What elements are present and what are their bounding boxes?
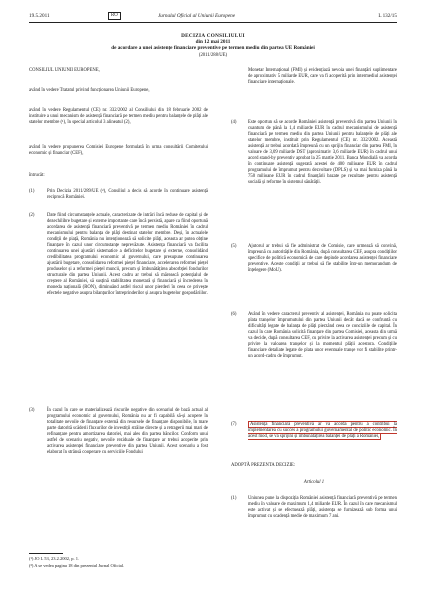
highlighted-passage: Asistența financiară preventivă ar va acorda pentru a contribui la implementarea cu succes a programului guvernamental de politic economic. În acest mod, se va sprijini și îmbunătățirea balanței de plăți a României, [248,422,397,439]
having-regard-regulation: având în vedere Regulamentul (CE) nr. 332/2002 al Consiliului din 18 februarie 2002 de instituire a unui mecanism de asistență financiară pe termen mediu pentru balanțele de plăți ale statelor membre (¹), în special articolul 3 alineatul (2), [29,108,208,125]
footnote-divider [29,553,63,554]
recital-1: Prin Decizia 2011/289/UE (²), Consiliul a decis să acorde în continuare asistență reciprocă României. [47,189,208,200]
recital-3-continued: Monetar Internațional (FMI) și evidențiază nevoia unei finanțări suplimentare de aproximativ 5 miliarde EUR, care va fi acoperită prin intermediul asistenței financiare internaționale. [248,68,397,85]
page-header [29,12,397,23]
recital-number: (6) [231,312,237,317]
recital-number: (4) [231,120,237,125]
footnote-2: (²) A se vedea pagina 18 din prezentul Jurnal Oficial. [29,563,125,568]
intro-line: CONSILIUL UNIUNII EUROPENE, [29,68,100,73]
recital-number: (5) [231,244,237,249]
article-1-paragraph-1: Uniunea pune la dispoziția României asistență financiară preventivă pe termen mediu în valoare de maximum 1,4 miliarde EUR. În cazul în care mecanismul este activat și se efectuează plăți, asistența se furnizează sub forma unui împrumut cu scadență medie de maximum 7 ani. [248,496,397,519]
header-date: 19.5.2011 [29,13,50,19]
recital-5: Ajutorul ar trebui să fie administrat de Comisie, care urmează să convină, împreună cu autoritățile din România, după consultarea CEF, asupra condițiilor specifice de politică economică de care depinde acordarea asistenței financiare preventive. Aceste condiții ar trebui să fie stabilite într-un memorandum de înțelegere (MoU). [248,244,397,273]
recital-3: În cazul în care se materializează riscurile negative din scenariul de bază actual al programului economic al guvernului, România nu ar fi capabilă să-și acopere în totalitate nevoile de finanțare externă din resursele de finanțare disponibile, în mare parte datorită scăderii fluxurilor de investiții străine directe și a retragerii mai mari de refinanțare pentru amortizarea datoriei, mai ales din partea băncilor. Conform unui astfel de scenariu negativ, nevoile reziduale de finanțare ar trebui acoperite prin activarea asistenței financiare preventive din partea Uniunii. Acest scenariu a fost elaborat în strânsă cooperare cu serviciile Fondului [47,408,208,455]
decision-date: din 12 mai 2011 [195,39,231,45]
decision-number: (2011/288/UE) [198,53,228,58]
recital-number: (1) [29,189,35,194]
article-1-heading: Articolul 1 [303,480,325,485]
recital-number: (7) [231,422,237,427]
footnote-1: (¹) JO L 53, 23.2.2002, p. 1. [29,556,80,561]
journal-title: Jurnalul Oficial al Uniunii Europene [158,13,236,19]
language-code-badge: RO [108,12,121,20]
adopt-heading: ADOPTĂ PREZENTA DECIZIE: [231,463,296,468]
decision-title-block [29,33,397,59]
article-paragraph-number: (1) [231,496,237,501]
having-regard-treaty: având în vedere Tratatul privind funcționarea Uniunii Europene, [29,88,150,93]
page-reference: L 132/15 [378,13,397,19]
decision-subject: de acordare a unei asistențe financiare preventive pe termen mediu din partea UE României [111,45,315,51]
having-regard-proposal: având în vedere propunerea Comisiei Europene formulată în urma consultării Comitetului economic și financiar (CEF), [29,145,208,156]
recital-7 [248,422,397,440]
whereas-heading: întrucât: [29,173,45,178]
recital-2: Date fiind circumstanțele actuale, caracterizate de intrări încă reduse de capital și de dezechilibre bugetare și externe importante care încă persistă, apare ca fiind oportună acordarea de asistență financiară preventivă pe termen mediu României în cadrul mecanismului pentru balanța de plăți destinat statelor membre. Deși, în actualele condiții de piață, România nu intenționează să solicite plăți, aceasta ar putea obține finanțare în cazul unor circumstanțe neprevăzute. Asistența financiară va facilita continuarea unei ajustări sistematice a deficitelor bugetare și externe, consolidând credibilitatea programului economic al guvernului, care presupune continuarea ajustării bugetare, consolidarea reformei piețel financiare, accelerarea reformei piețel produselor și a reformei piețel muncii, precum și îmbunătățirea absorbției fondurilor structurale din partea Uniunii. Acest cadru ar trebui să mărească potențialul de creștere al României, să susțină stabilitatea monetară și financiară și încrederea în moneda națională (RON), diminuând astfel riscul unor pierderi în ceea ce privește efectele negative asupra bilanțurilor întreprinderilor și asupra bugetelor gospodăriilor. [47,213,208,296]
decision-title: DECIZIA CONSILIULUI [181,33,245,39]
recital-number: (2) [29,213,35,218]
recital-4: Este oportun să se acorde României asistență preventivă din partea Uniunii în cuantum de până la 1,4 miliarde EUR în cadrul mecanismului de asistență financiară pe termen mediu din partea Uniunii pentru balanțele de plăți ale statelor membre, instituit prin Regulamentul (CE) nr. 332/2002. Această asistență ar trebui acordată împreună cu un sprijin financiar din partea FMI, în valoare de 3,09 miliarde DST (aproximativ 3,6 miliarde EUR) în cadrul unui acord stand-by preventiv aprobat la 25 martie 2011. Banca Mondială va acorda în continuare asistență sugerată acestei de 400 milioane EUR în cadrul programului de împrumut pentru dezvoltare (DPLS) și va mai furniza până la 750 milioane EUR în cadrul finanțării bazate pe rezultate pentru asistență socială și reforme în sistemul sănătății. [248,120,397,185]
recital-number: (3) [29,408,35,413]
recital-6: Având în vedere caracterul preventiv al asistenței, România nu poate solicita plata tranșelor împrumutului din partea Uniunii decât dacă se confruntă cu dificultăți legate de balanța de plăți pierzând ceea ce conciziile de capital. În cazul în care România solicită finanțare din partea Comisiei, aceasta din urmă va decide, după consultarea CEF, cu privire la activarea asistenței precum și cu privire la valoarea tranșelor și la momentul plății acestora. Condițiile financiare detaliate legate de plata unor eventuale tranșe vor fi stabilite printr-un acord-cadru de împrumut. [248,312,397,359]
